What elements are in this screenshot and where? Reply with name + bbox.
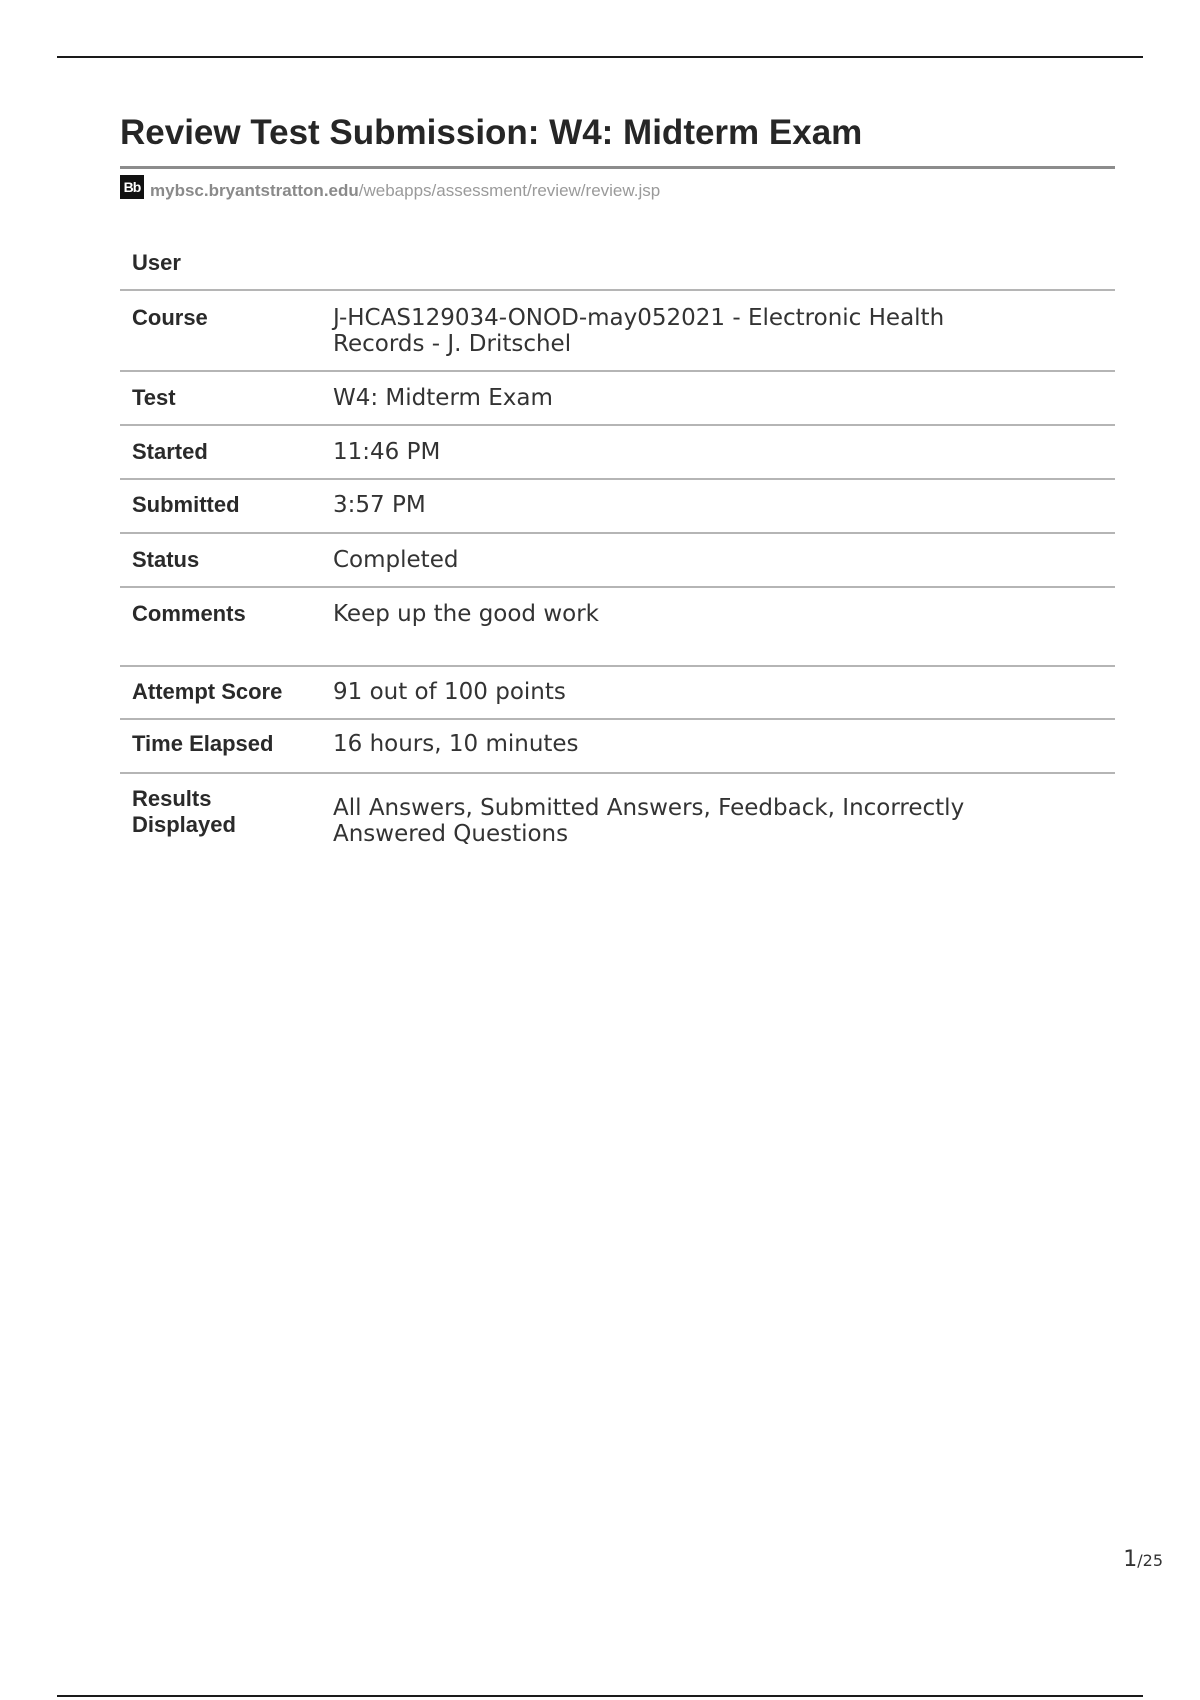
details-value: 91 out of 100 points xyxy=(333,679,566,705)
details-label: Time Elapsed xyxy=(132,731,274,756)
details-label: Started xyxy=(132,439,208,464)
details-value: All Answers, Submitted Answers, Feedback, Incorrectly Answered Questions xyxy=(333,795,965,847)
details-row-time-elapsed xyxy=(120,720,1115,774)
source-url[interactable] xyxy=(150,181,660,201)
details-row-comments xyxy=(120,588,1115,667)
page-number-current: 1 xyxy=(1123,1547,1138,1572)
details-value: J-HCAS129034-ONOD-may052021 - Electronic Health Records - J. Dritschel xyxy=(333,305,945,357)
details-value: 3:57 PM xyxy=(333,492,426,518)
details-row-attempt-score xyxy=(120,667,1115,720)
submission-details-table xyxy=(120,236,1115,854)
page-title: Review Test Submission: W4: Midterm Exam xyxy=(120,108,1115,169)
details-value: 16 hours, 10 minutes xyxy=(333,731,579,757)
details-row-test xyxy=(120,372,1115,426)
url-path: /webapps/assessment/review/review.jsp xyxy=(358,181,661,200)
details-row-user xyxy=(120,236,1115,291)
page-number xyxy=(1123,1547,1163,1572)
page-content xyxy=(120,108,1115,854)
details-row-submitted xyxy=(120,480,1115,534)
details-value xyxy=(333,250,1115,289)
details-label: Results Displayed xyxy=(132,786,236,837)
details-label: Status xyxy=(132,547,200,572)
details-label: Test xyxy=(132,385,176,410)
details-label: Comments xyxy=(132,601,246,626)
top-rule xyxy=(57,56,1143,58)
details-row-status xyxy=(120,534,1115,588)
details-value: Completed xyxy=(333,547,459,573)
url-domain: mybsc.bryantstratton.edu xyxy=(150,181,359,200)
details-label: User xyxy=(132,250,181,275)
details-value: Keep up the good work xyxy=(333,601,600,627)
bottom-rule xyxy=(57,1695,1143,1697)
details-label: Course xyxy=(132,305,208,330)
details-value: W4: Midterm Exam xyxy=(333,385,553,411)
source-url-line xyxy=(120,176,1115,206)
details-label: Submitted xyxy=(132,492,240,517)
details-row-course xyxy=(120,291,1115,372)
details-row-results-displayed xyxy=(120,774,1115,854)
page-number-total: /25 xyxy=(1137,1551,1163,1570)
details-label: Attempt Score xyxy=(132,679,283,704)
details-value: 11:46 PM xyxy=(333,439,441,465)
details-row-started xyxy=(120,426,1115,480)
blackboard-logo-icon: Bb xyxy=(120,175,144,199)
